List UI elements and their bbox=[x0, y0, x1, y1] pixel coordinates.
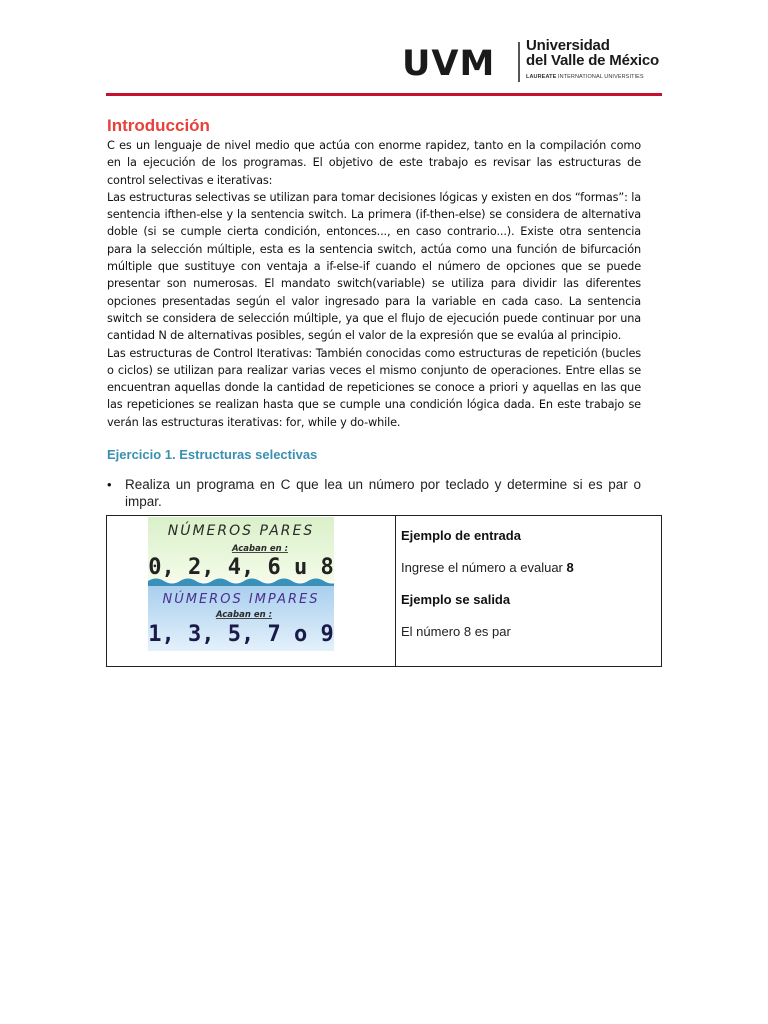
bullet-icon: • bbox=[107, 477, 112, 493]
university-name-line1: Universidad bbox=[526, 37, 610, 54]
output-example-label: Ejemplo se salida bbox=[401, 592, 511, 607]
intro-paragraph-1: C es un lenguaje de nivel medio que actúa con enorme rapidez, tanto en la compilación como en la ejecución de los programas. El objetivo de este trabajo es revisar las estructuras de control selectivas e iterativas: bbox=[107, 139, 641, 187]
even-odd-numbers-image bbox=[148, 517, 334, 651]
pares-subtitle: Acaban en : bbox=[231, 544, 289, 554]
pares-title: NÚMEROS PARES bbox=[167, 523, 315, 539]
impares-title: NÚMEROS IMPARES bbox=[162, 592, 320, 607]
table-column-divider bbox=[395, 516, 396, 666]
exercise-bullet-text: Realiza un programa en C que lea un número por teclado y determine si es par o impar. bbox=[125, 477, 641, 510]
impares-digits: 1, 3, 5, 7 o 9 bbox=[148, 622, 334, 647]
input-example-value: 8 bbox=[566, 560, 574, 575]
input-example-text bbox=[401, 560, 574, 575]
page-header bbox=[106, 36, 662, 96]
intro-paragraph-3: Las estructuras de Control Iterativas: También conocidas como estructuras de repetición (bucles o ciclos) se utilizan para realizar varias veces el mismo conjunto de operaciones. Entre ellas se encuentran aquellas donde la cantidad de repeticiones se conoce a priori y aquellas en las que las repeticiones se realizan hasta que se cumple una condición lógica dada. En este trabajo se verán las estructuras iterativas: for, while y do-while. bbox=[107, 346, 641, 429]
exercise-heading: Ejercicio 1. Estructuras selectivas bbox=[107, 447, 318, 463]
document-body bbox=[107, 115, 641, 510]
example-table bbox=[106, 515, 662, 667]
exercise-bullet bbox=[107, 476, 641, 510]
logo-divider bbox=[518, 42, 520, 82]
university-name bbox=[526, 38, 659, 68]
input-example-prompt: Ingrese el número a evaluar bbox=[401, 560, 567, 575]
laureate-rest: INTERNATIONAL UNIVERSITIES bbox=[556, 74, 644, 80]
uvm-logo: UVM bbox=[402, 44, 496, 84]
laureate-tagline bbox=[526, 74, 644, 80]
input-example-label: Ejemplo de entrada bbox=[401, 528, 521, 543]
header-rule bbox=[106, 93, 662, 96]
intro-paragraph-2: Las estructuras selectivas se utilizan para tomar decisiones lógicas y existen en dos “formas”: la sentencia ifthen-else y la sentencia switch. La primera (if-then-else) se considera de alternativa doble (si se cumple cierta condición, entonces..., en caso contrario...). Existe otra sentencia para la selección múltiple, esta es la sentencia switch, actúa como una función de bifurcación múltiple que sustituye con ventaja a if-else-if cuando el número de opciones que se puede presentar son numerosas. El mandato switch(variable) se utiliza para dividir las diferentes opciones presentadas según el valor ingresado para la variable en cada caso. La sentencia switch se considera de selección múltiple, ya que el flujo de ejecución puede continuar por una cantidad N de alternativas posibles, según el valor de la expresión que se evalúa al principio. bbox=[107, 190, 641, 343]
output-example-text: El número 8 es par bbox=[401, 624, 511, 639]
impares-subtitle: Acaban en : bbox=[215, 610, 273, 620]
university-name-line2: del Valle de México bbox=[526, 52, 659, 69]
laureate-bold: LAUREATE bbox=[526, 74, 557, 80]
pares-digits: 0, 2, 4, 6 u 8 bbox=[148, 555, 334, 580]
intro-heading: Introducción bbox=[107, 116, 210, 135]
